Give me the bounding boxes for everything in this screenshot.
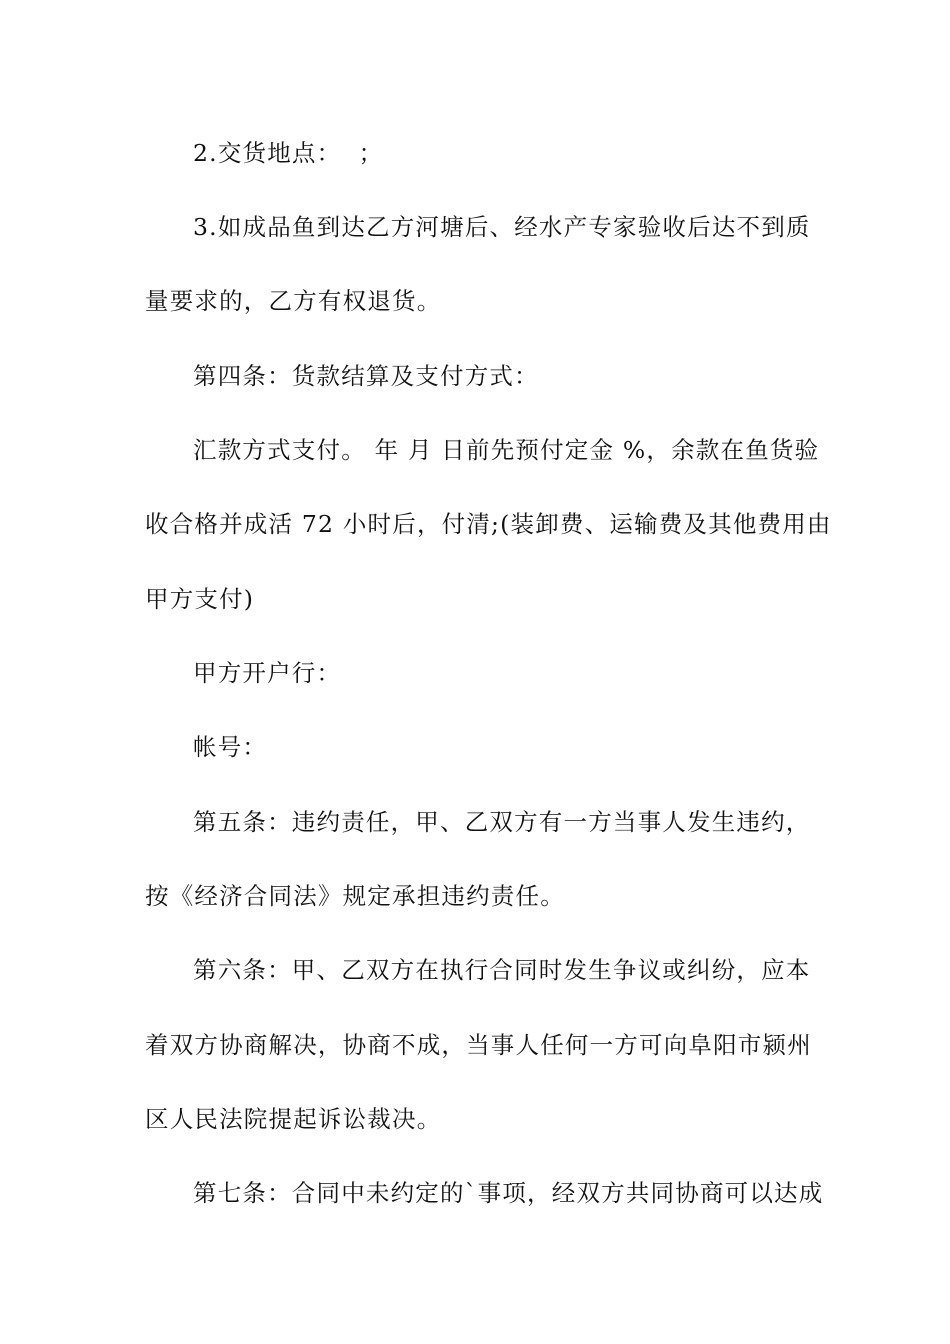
bank-label: 甲方开户行：	[193, 659, 342, 687]
article-six-line-3: 区人民法院提起诉讼裁决。	[145, 1105, 442, 1133]
payment-clause-line-2: 收合格并成活 72 小时后，付清;(装卸费、运输费及其他费用由	[145, 510, 832, 538]
article-four-heading: 第四条：货款结算及支付方式：	[193, 362, 539, 390]
article-six-line-2: 着双方协商解决，协商不成，当事人任何一方可向阜阳市颍州	[145, 1031, 812, 1059]
article-seven-line-1: 第七条：合同中未约定的`事项，经双方共同协商可以达成	[193, 1179, 824, 1207]
payment-clause-line-3: 甲方支付)	[145, 585, 255, 613]
quality-clause-line-2: 量要求的，乙方有权退货。	[145, 287, 442, 315]
payment-clause-line-1: 汇款方式支付。 年 月 日前先预付定金 %，余款在鱼货验	[193, 436, 820, 464]
account-label: 帐号：	[193, 733, 268, 761]
delivery-location-line: 2.交货地点： ；	[193, 139, 384, 167]
quality-clause-line-1: 3.如成品鱼到达乙方河塘后、经水产专家验收后达不到质	[193, 213, 811, 241]
article-six-line-1: 第六条：甲、乙双方在执行合同时发生争议或纠纷，应本	[193, 956, 811, 984]
article-five-line-1: 第五条：违约责任，甲、乙双方有一方当事人发生违约，	[193, 808, 811, 836]
article-five-line-2: 按《经济合同法》规定承担违约责任。	[145, 882, 565, 910]
